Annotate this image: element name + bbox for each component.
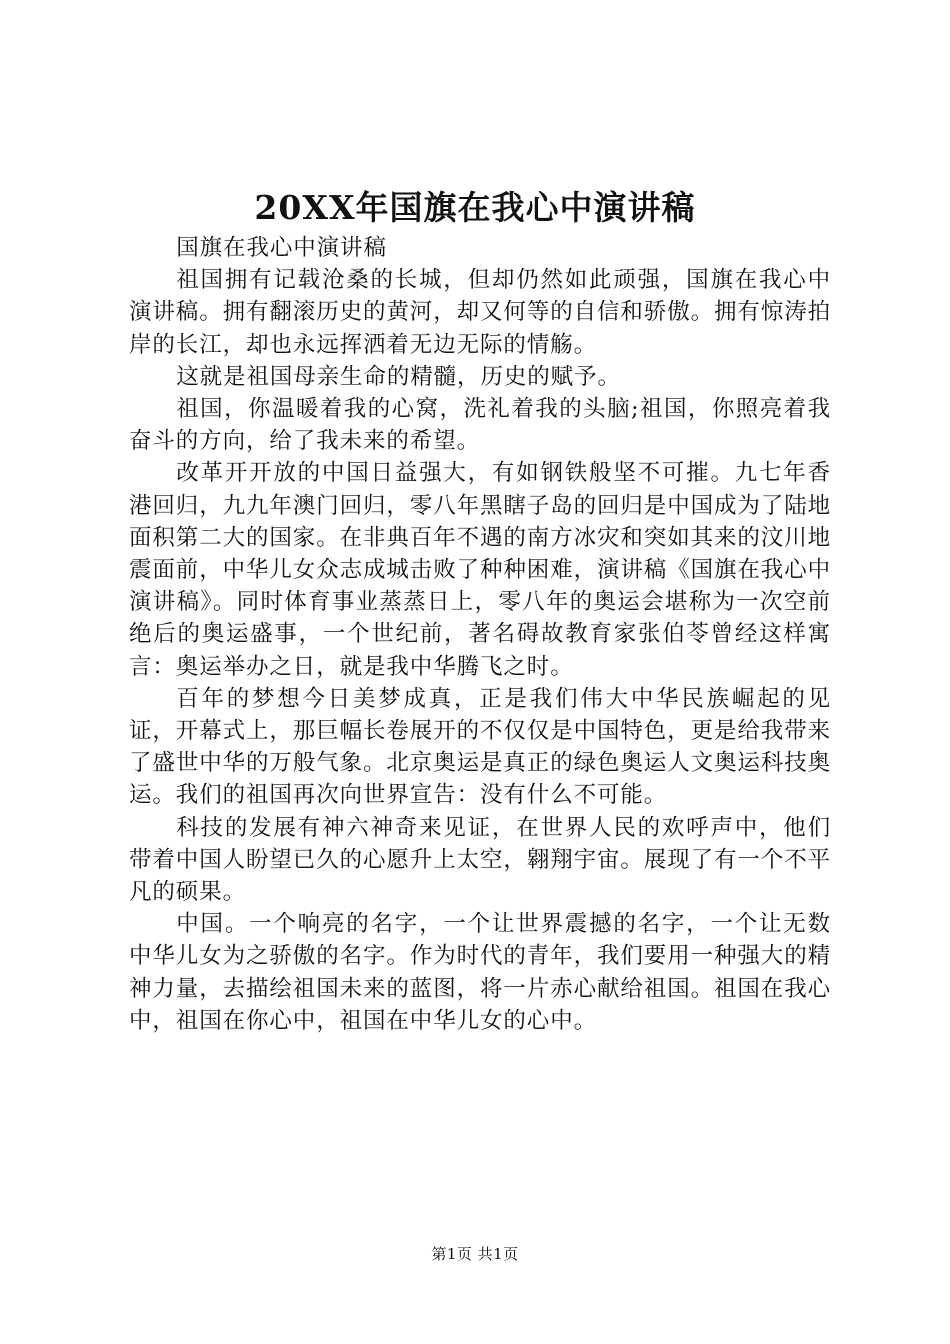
paragraph: 科技的发展有神六神奇来见证，在世界人民的欢呼声中，他们带着中国人盼望已久的心愿升上太空，翱翔宇宙。展现了有一个不平凡的硕果。 xyxy=(129,814,832,906)
page-number-footer: 第1页 共1页 xyxy=(431,1245,519,1263)
document-title: 20XX年国旗在我心中演讲稿 xyxy=(254,188,696,227)
paragraph: 百年的梦想今日美梦成真，正是我们伟大中华民族崛起的见证，开幕式上，那巨幅长卷展开的不仅仅是中国特色，更是给我带来了盛世中华的万般气象。北京奥运是真正的绿色奥运人文奥运科技奥运。我们的祖国再次向世界宣告：没有什么不可能。 xyxy=(129,685,832,809)
document-body xyxy=(129,232,831,1037)
paragraph-subtitle: 国旗在我心中演讲稿 xyxy=(176,235,387,261)
paragraph: 改革开开放的中国日益强大，有如钢铁般坚不可摧。九七年香港回归，九九年澳门回归，零八年黑瞎子岛的回归是中国成为了陆地面积第二大的国家。在非典百年不遇的南方冰灾和突如其来的汶川地震面前，中华儿女众志成城击败了种种困难，演讲稿《国旗在我心中演讲稿》。同时体育事业蒸蒸日上，零八年的奥运会堪称为一次空前绝后的奥运盛事，一个世纪前，著名碍故教育家张伯苓曾经这样寓言：奥运举办之日，就是我中华腾飞之时。 xyxy=(129,460,832,680)
paragraph: 祖国拥有记载沧桑的长城，但却仍然如此顽强，国旗在我心中演讲稿。拥有翻滚历史的黄河，却又何等的自信和骄傲。拥有惊涛拍岸的长江，却也永远挥洒着无边无际的情觞。 xyxy=(129,267,832,358)
paragraph: 这就是祖国母亲生命的精髓，历史的赋予。 xyxy=(176,363,621,390)
paragraph: 中国。一个响亮的名字，一个让世界震撼的名字，一个让无数中华儿女为之骄傲的名字。作为时代的青年，我们要用一种强大的精神力量，去描绘祖国未来的蓝图，将一片赤心献给祖国。祖国在我心中，祖国在你心中，祖国在中华儿女的心中。 xyxy=(129,911,832,1034)
paragraph: 祖国，你温暖着我的心窝，洗礼着我的头脑;祖国，你照亮着我奋斗的方向，给了我未来的希望。 xyxy=(129,396,831,455)
